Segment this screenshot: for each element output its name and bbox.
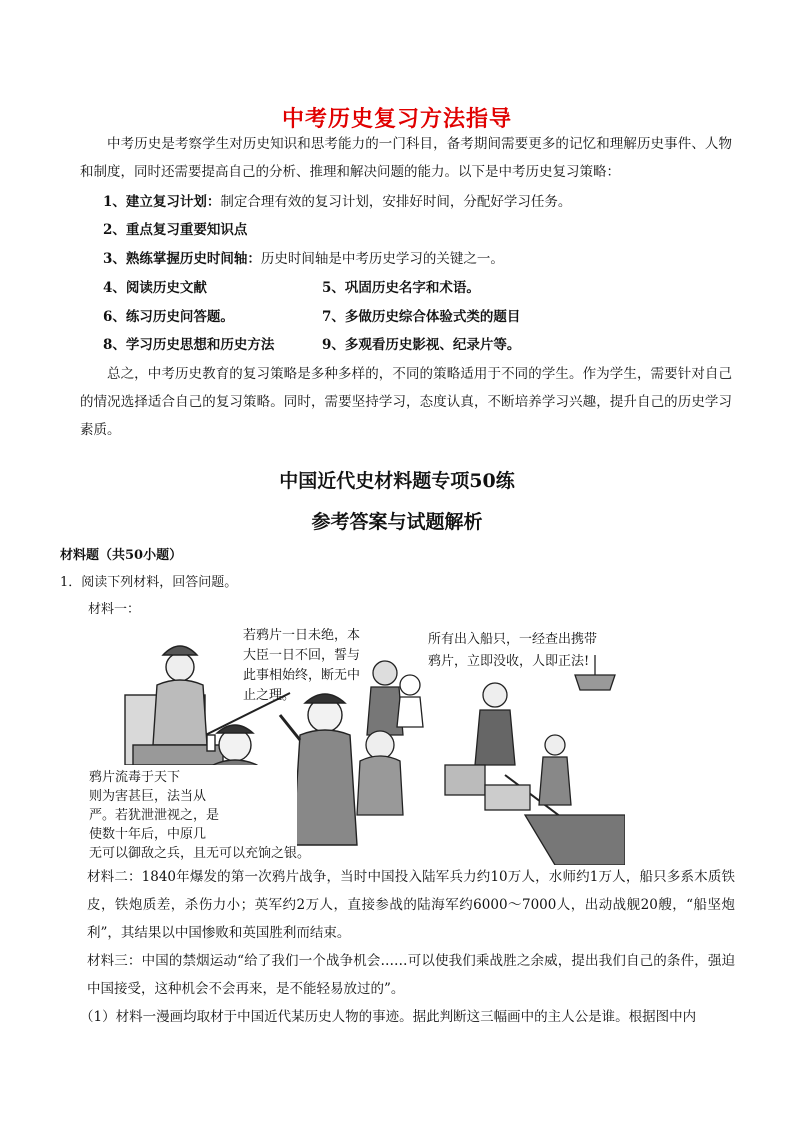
strategy-item-3	[103, 249, 504, 269]
material-3-paragraph: 材料三：中国的禁烟运动“给了我们一个战争机会……可以使我们乘战胜之余威，提出我们自己的条件，强迫中国接受，这种机会不会再来，是不能轻易放过的”。	[87, 953, 735, 997]
bubble-3-line-1: 鸦片流毒于天下	[89, 770, 181, 785]
strategy-label: 9、多观看历史影视、纪录片等。	[322, 337, 521, 353]
summary-paragraph: 总之，中考历史教育的复习策略是多种多样的，不同的策略适用于不同的学生。作为学生，需要针对自己的情况选择适合自己的复习策略。同时，需要坚持学习，态度认真，不断培养学习兴趣，提升自己的历史学习素质。	[80, 366, 732, 438]
cartoon-illustration	[85, 615, 625, 865]
question-type-heading: 材料题（共50小题）	[60, 548, 183, 563]
strategy-item-6	[103, 307, 234, 327]
strategy-text: 制定合理有效的复习计划，安排好时间，分配好学习任务。	[220, 194, 572, 210]
strategy-label: 8、学习历史思想和历史方法	[103, 337, 275, 353]
bubble-1-line-3: 此事相始终，断无中	[243, 668, 361, 683]
bubble-1-line-4: 止之理。	[243, 688, 296, 703]
question-1-part-1: （1）材料一漫画均取材于中国近代某历史人物的事迹。据此判断这三幅画中的主人公是谁。根据图中内	[80, 1009, 697, 1025]
strategy-item-4	[103, 278, 207, 298]
strategy-item-2	[103, 220, 247, 240]
bubble-3-line-5: 无可以御敌之兵，且无可以充饷之银。	[89, 846, 311, 861]
strategy-item-5	[322, 278, 480, 298]
strategy-label: 4、阅读历史文献	[103, 280, 207, 296]
section-subtitle: 参考答案与试题解析	[311, 511, 483, 533]
strategy-item-9	[322, 335, 520, 355]
strategy-label: 3、熟练掌握历史时间轴：	[103, 251, 261, 267]
question-1-stem: 1．阅读下列材料，回答问题。	[60, 575, 238, 590]
bubble-2-line-1: 所有出入船只，一经查出携带	[428, 632, 598, 647]
bystander-figures	[357, 661, 423, 815]
strategy-label: 2、重点复习重要知识点	[103, 222, 248, 238]
section-title: 中国近代史材料题专项50练	[279, 470, 515, 492]
material-2-paragraph: 材料二：1840年爆发的第一次鸦片战争，当时中国投入陆军兵力约10万人，水师约1万人，船只多系木质铁皮，铁炮质差，杀伤力小；英军约2万人，直接参战的陆海军约6000～7000人，出动战舰20艘，“船坚炮利”，其结果以中国惨败和英国胜利而结束。	[87, 869, 735, 941]
bubble-3-line-3: 严。若犹泄泄视之，是	[89, 808, 220, 823]
bubble-3-line-2: 则为害甚巨，法当从	[89, 789, 207, 804]
bubble-1-line-1: 若鸦片一日未绝，本	[243, 628, 361, 643]
strategy-text: 历史时间轴是中考历史学习的关键之一。	[260, 251, 504, 267]
material-1-label: 材料一：	[88, 602, 141, 617]
strategy-label: 1、建立复习计划：	[103, 194, 221, 210]
strategy-item-1	[103, 192, 571, 212]
strategy-label: 7、多做历史综合体验式类的题目	[322, 309, 521, 325]
strategy-item-7	[322, 307, 520, 327]
bubble-2-line-2: 鸦片，立即没收，人即正法!	[428, 654, 590, 669]
page-title: 中考历史复习方法指导	[281, 107, 512, 132]
strategy-item-8	[103, 335, 274, 355]
bubble-3-line-4: 使数十年后，中原几	[89, 827, 207, 842]
dock-inspection-scene	[445, 655, 625, 865]
strategy-label: 6、练习历史问答题。	[103, 309, 234, 325]
bubble-1-line-2: 大臣一日不回，誓与	[243, 648, 361, 663]
strategy-label: 5、巩固历史名字和术语。	[322, 280, 480, 296]
intro-paragraph: 中考历史是考察学生对历史知识和思考能力的一门科目，备考期间需要更多的记忆和理解历史事件、人物和制度，同时还需要提高自己的分析、推理和解决问题的能力。以下是中考历史复习策略：	[80, 136, 732, 180]
